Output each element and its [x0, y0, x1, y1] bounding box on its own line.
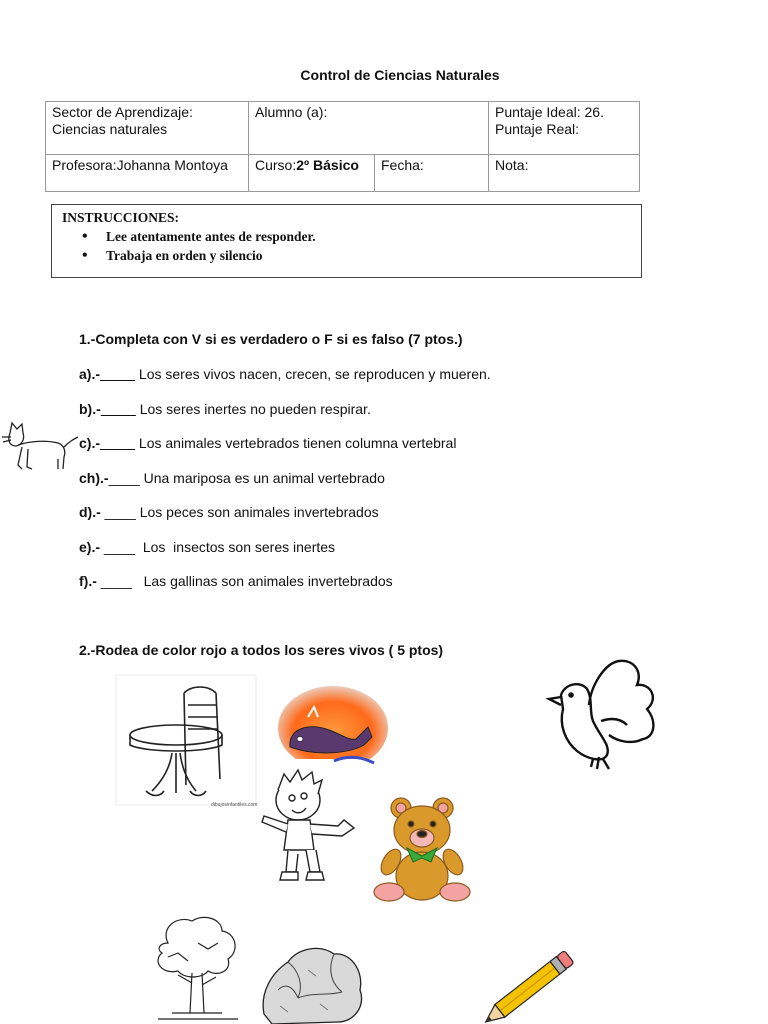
- curso-cell: [249, 155, 375, 192]
- item-label: a).-: [79, 366, 100, 382]
- sector-cell: [46, 102, 249, 155]
- curso-label: Curso:: [255, 157, 297, 173]
- table-chair-image[interactable]: [116, 675, 256, 805]
- answer-blank[interactable]: ____: [100, 539, 136, 555]
- instructions-box: [51, 204, 642, 278]
- puntaje-ideal: Puntaje Ideal: 26.: [495, 104, 604, 120]
- item-text: Los peces son animales invertebrados: [135, 504, 379, 520]
- item-text: Una mariposa es un animal vertebrado: [139, 470, 385, 486]
- curso-value: 2º Básico: [296, 157, 359, 173]
- item-label: d).-: [79, 504, 101, 520]
- tree-image[interactable]: [148, 913, 243, 1024]
- item-label: c).-: [79, 435, 100, 451]
- instructions-heading: INSTRUCCIONES:: [62, 210, 180, 225]
- question-item: [79, 401, 371, 417]
- pencil-image[interactable]: [484, 950, 579, 1024]
- instruction-item: • Lee atentamente antes de responder.: [80, 229, 316, 248]
- item-text: Las gallinas son animales invertebrados: [131, 573, 393, 589]
- instructions-list: [80, 229, 316, 267]
- item-label: ch).-: [79, 470, 109, 486]
- answer-blank[interactable]: ____: [96, 573, 132, 589]
- question-item: [79, 573, 393, 589]
- instruction-item: • Trabaja en orden y silencio: [80, 248, 316, 267]
- item-text: Los seres vivos nacen, crecen, se reproducen y mueren.: [135, 366, 491, 382]
- header-table: [45, 101, 640, 192]
- question-item: [79, 366, 491, 382]
- question-item: [79, 504, 379, 520]
- teddy-bear-image[interactable]: [371, 796, 475, 906]
- item-label: b).-: [79, 401, 101, 417]
- alumno-cell: [249, 102, 489, 155]
- item-text: Los animales vertebrados tienen columna vertebral: [135, 435, 457, 451]
- item-label: f).-: [79, 573, 97, 589]
- profesora-cell: [46, 155, 249, 192]
- whale-image[interactable]: [278, 683, 388, 773]
- item-text: Los seres inertes no pueden respirar.: [135, 401, 371, 417]
- bird-image[interactable]: [547, 655, 667, 775]
- question-1-title: 1.-Completa con V si es verdadero o F si es falso (7 ptos.): [79, 331, 463, 347]
- answer-blank[interactable]: ____: [108, 470, 140, 486]
- item-label: e).-: [79, 539, 100, 555]
- answer-blank[interactable]: ____: [100, 504, 136, 520]
- fecha-cell: [375, 155, 489, 192]
- image-caption: dibujosinfantiles.com: [211, 802, 258, 808]
- puntaje-real: Puntaje Real:: [495, 121, 580, 137]
- cat-image[interactable]: [0, 415, 82, 475]
- answer-blank[interactable]: ____: [100, 401, 136, 417]
- fecha-label: Fecha:: [381, 157, 424, 173]
- question-item: [79, 539, 335, 555]
- item-text: Los insectos son seres inertes: [135, 539, 336, 555]
- question-item: [79, 470, 385, 486]
- question-2-title: 2.-Rodea de color rojo a todos los seres vivos ( 5 ptos): [79, 642, 444, 658]
- sector-label: Sector de Aprendizaje:: [52, 104, 193, 120]
- page-title: Control de Ciencias Naturales: [300, 67, 500, 83]
- boy-image[interactable]: [258, 768, 358, 898]
- answer-blank[interactable]: ____: [100, 435, 136, 451]
- puntaje-cell: [489, 102, 640, 155]
- sector-value: Ciencias naturales: [52, 121, 168, 137]
- rock-image[interactable]: [258, 940, 368, 1024]
- nota-cell: [489, 155, 640, 192]
- alumno-label: Alumno (a):: [255, 104, 328, 120]
- question-item: [79, 435, 456, 451]
- profesora-label: Profesora:Johanna Montoya: [52, 157, 228, 173]
- nota-label: Nota:: [495, 157, 529, 173]
- answer-blank[interactable]: ____: [100, 366, 136, 382]
